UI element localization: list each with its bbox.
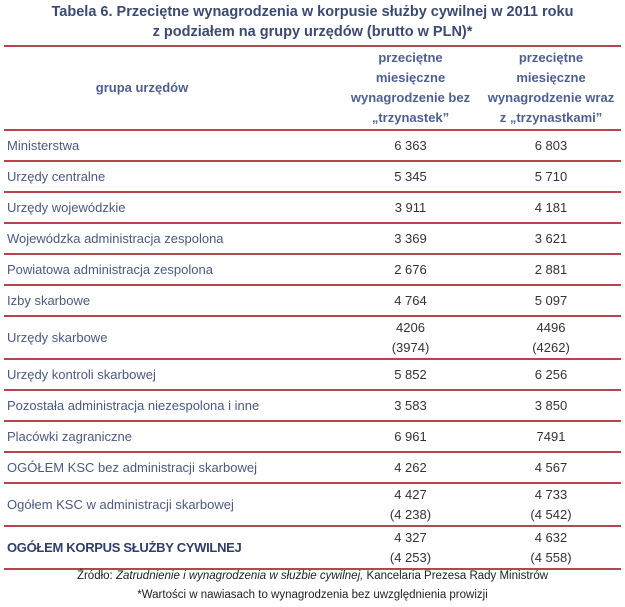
header-col1-line: przeciętne — [378, 50, 443, 65]
row-label: Placówki zagraniczne — [4, 421, 340, 452]
row-label: Izby skarbowe — [4, 285, 340, 316]
table-row — [4, 223, 621, 254]
value-without-13th: 4 764 — [340, 285, 481, 316]
value-without-13th: 3 911 — [340, 192, 481, 223]
value-without-13th: 2 676 — [340, 254, 481, 285]
value-no-commission: (4 542) — [530, 506, 572, 522]
header-col2-line: miesięczne — [516, 70, 586, 85]
header-col2-line: z „trzynastkami” — [499, 110, 603, 125]
title-line-2: z podziałem na grupy urzędów (brutto w PLN)* — [152, 24, 473, 40]
value-without-13th — [340, 526, 481, 569]
value-with-13th: 7491 — [481, 421, 621, 452]
table-header-row — [4, 46, 621, 130]
value-no-commission: (4262) — [532, 339, 570, 355]
value-main: 4496 — [536, 319, 566, 335]
value-without-13th: 4 262 — [340, 452, 481, 483]
table-row — [4, 285, 621, 316]
source-note — [0, 570, 625, 582]
value-main: 4206 — [396, 319, 425, 335]
table-row — [4, 359, 621, 390]
header-with-13th — [481, 46, 621, 130]
table-row — [4, 390, 621, 421]
title-line-1: Tabela 6. Przeciętne wynagrodzenia w korpusie służby cywilnej w 2011 roku — [51, 4, 574, 20]
table-title — [0, 0, 625, 42]
value-with-13th: 5 097 — [481, 285, 621, 316]
table-row — [4, 316, 621, 359]
header-group: grupa urzędów — [4, 46, 340, 130]
header-without-13th — [340, 46, 481, 130]
value-no-commission: (4 558) — [530, 549, 572, 565]
row-label: Urzędy centralne — [4, 161, 340, 192]
source-publisher: Kancelaria Prezesa Rady Ministrów — [363, 570, 549, 582]
header-col2-line: przeciętne — [518, 50, 584, 65]
value-without-13th — [340, 483, 481, 526]
table-row — [4, 483, 621, 526]
value-with-13th: 6 256 — [481, 359, 621, 390]
table-row — [4, 452, 621, 483]
value-with-13th: 3 850 — [481, 390, 621, 421]
value-without-13th: 6 363 — [340, 130, 481, 161]
row-label: Powiatowa administracja zespolona — [4, 254, 340, 285]
row-label: Urzędy wojewódzkie — [4, 192, 340, 223]
row-label: Ministerstwa — [4, 130, 340, 161]
row-label: Wojewódzka administracja zespolona — [4, 223, 340, 254]
value-with-13th: 2 881 — [481, 254, 621, 285]
value-without-13th: 3 583 — [340, 390, 481, 421]
row-label: Ogółem KSC w administracji skarbowej — [4, 483, 340, 526]
value-with-13th: 3 621 — [481, 223, 621, 254]
value-no-commission: (3974) — [391, 339, 430, 355]
row-label: OGÓŁEM KSC bez administracji skarbowej — [4, 452, 340, 483]
row-label: Pozostała administracja niezespolona i inne — [4, 390, 340, 421]
value-with-13th: 5 710 — [481, 161, 621, 192]
row-label: OGÓŁEM KORPUS SŁUŻBY CYWILNEJ — [4, 526, 340, 569]
source-title: Zatrudnienie i wynagrodzenia w służbie cywilnej, — [115, 570, 364, 582]
value-without-13th: 3 369 — [340, 223, 481, 254]
table-row — [4, 421, 621, 452]
footnote: *Wartości w nawiasach to wynagrodzenia bez uwzględnienia prowizji — [137, 589, 488, 601]
value-without-13th: 6 961 — [340, 421, 481, 452]
source-label: Źródło: — [76, 570, 116, 582]
value-with-13th — [481, 316, 621, 359]
header-col1-line: miesięczne — [375, 70, 446, 85]
table-row — [4, 130, 621, 161]
value-main: 4 733 — [534, 486, 568, 502]
value-main: 4 327 — [394, 529, 427, 545]
table-row — [4, 254, 621, 285]
table-row — [4, 161, 621, 192]
table-row — [4, 192, 621, 223]
value-with-13th: 6 803 — [481, 130, 621, 161]
row-label: Urzędy kontroli skarbowej — [4, 359, 340, 390]
value-with-13th: 4 567 — [481, 452, 621, 483]
value-with-13th — [481, 483, 621, 526]
row-label: Urzędy skarbowe — [4, 316, 340, 359]
header-col2-line: wynagrodzenie wraz — [487, 90, 615, 105]
value-without-13th: 5 345 — [340, 161, 481, 192]
header-col1-line: „trzynastek” — [371, 110, 450, 125]
value-no-commission: (4 238) — [389, 506, 432, 522]
value-without-13th: 5 852 — [340, 359, 481, 390]
salary-table — [4, 45, 621, 570]
value-with-13th — [481, 526, 621, 569]
value-main: 4 632 — [534, 529, 568, 545]
value-no-commission: (4 253) — [389, 549, 432, 565]
table-row-total — [4, 526, 621, 569]
value-main: 4 427 — [394, 486, 427, 502]
value-without-13th — [340, 316, 481, 359]
value-with-13th: 4 181 — [481, 192, 621, 223]
header-col1-line: wynagrodzenie bez — [350, 90, 471, 105]
